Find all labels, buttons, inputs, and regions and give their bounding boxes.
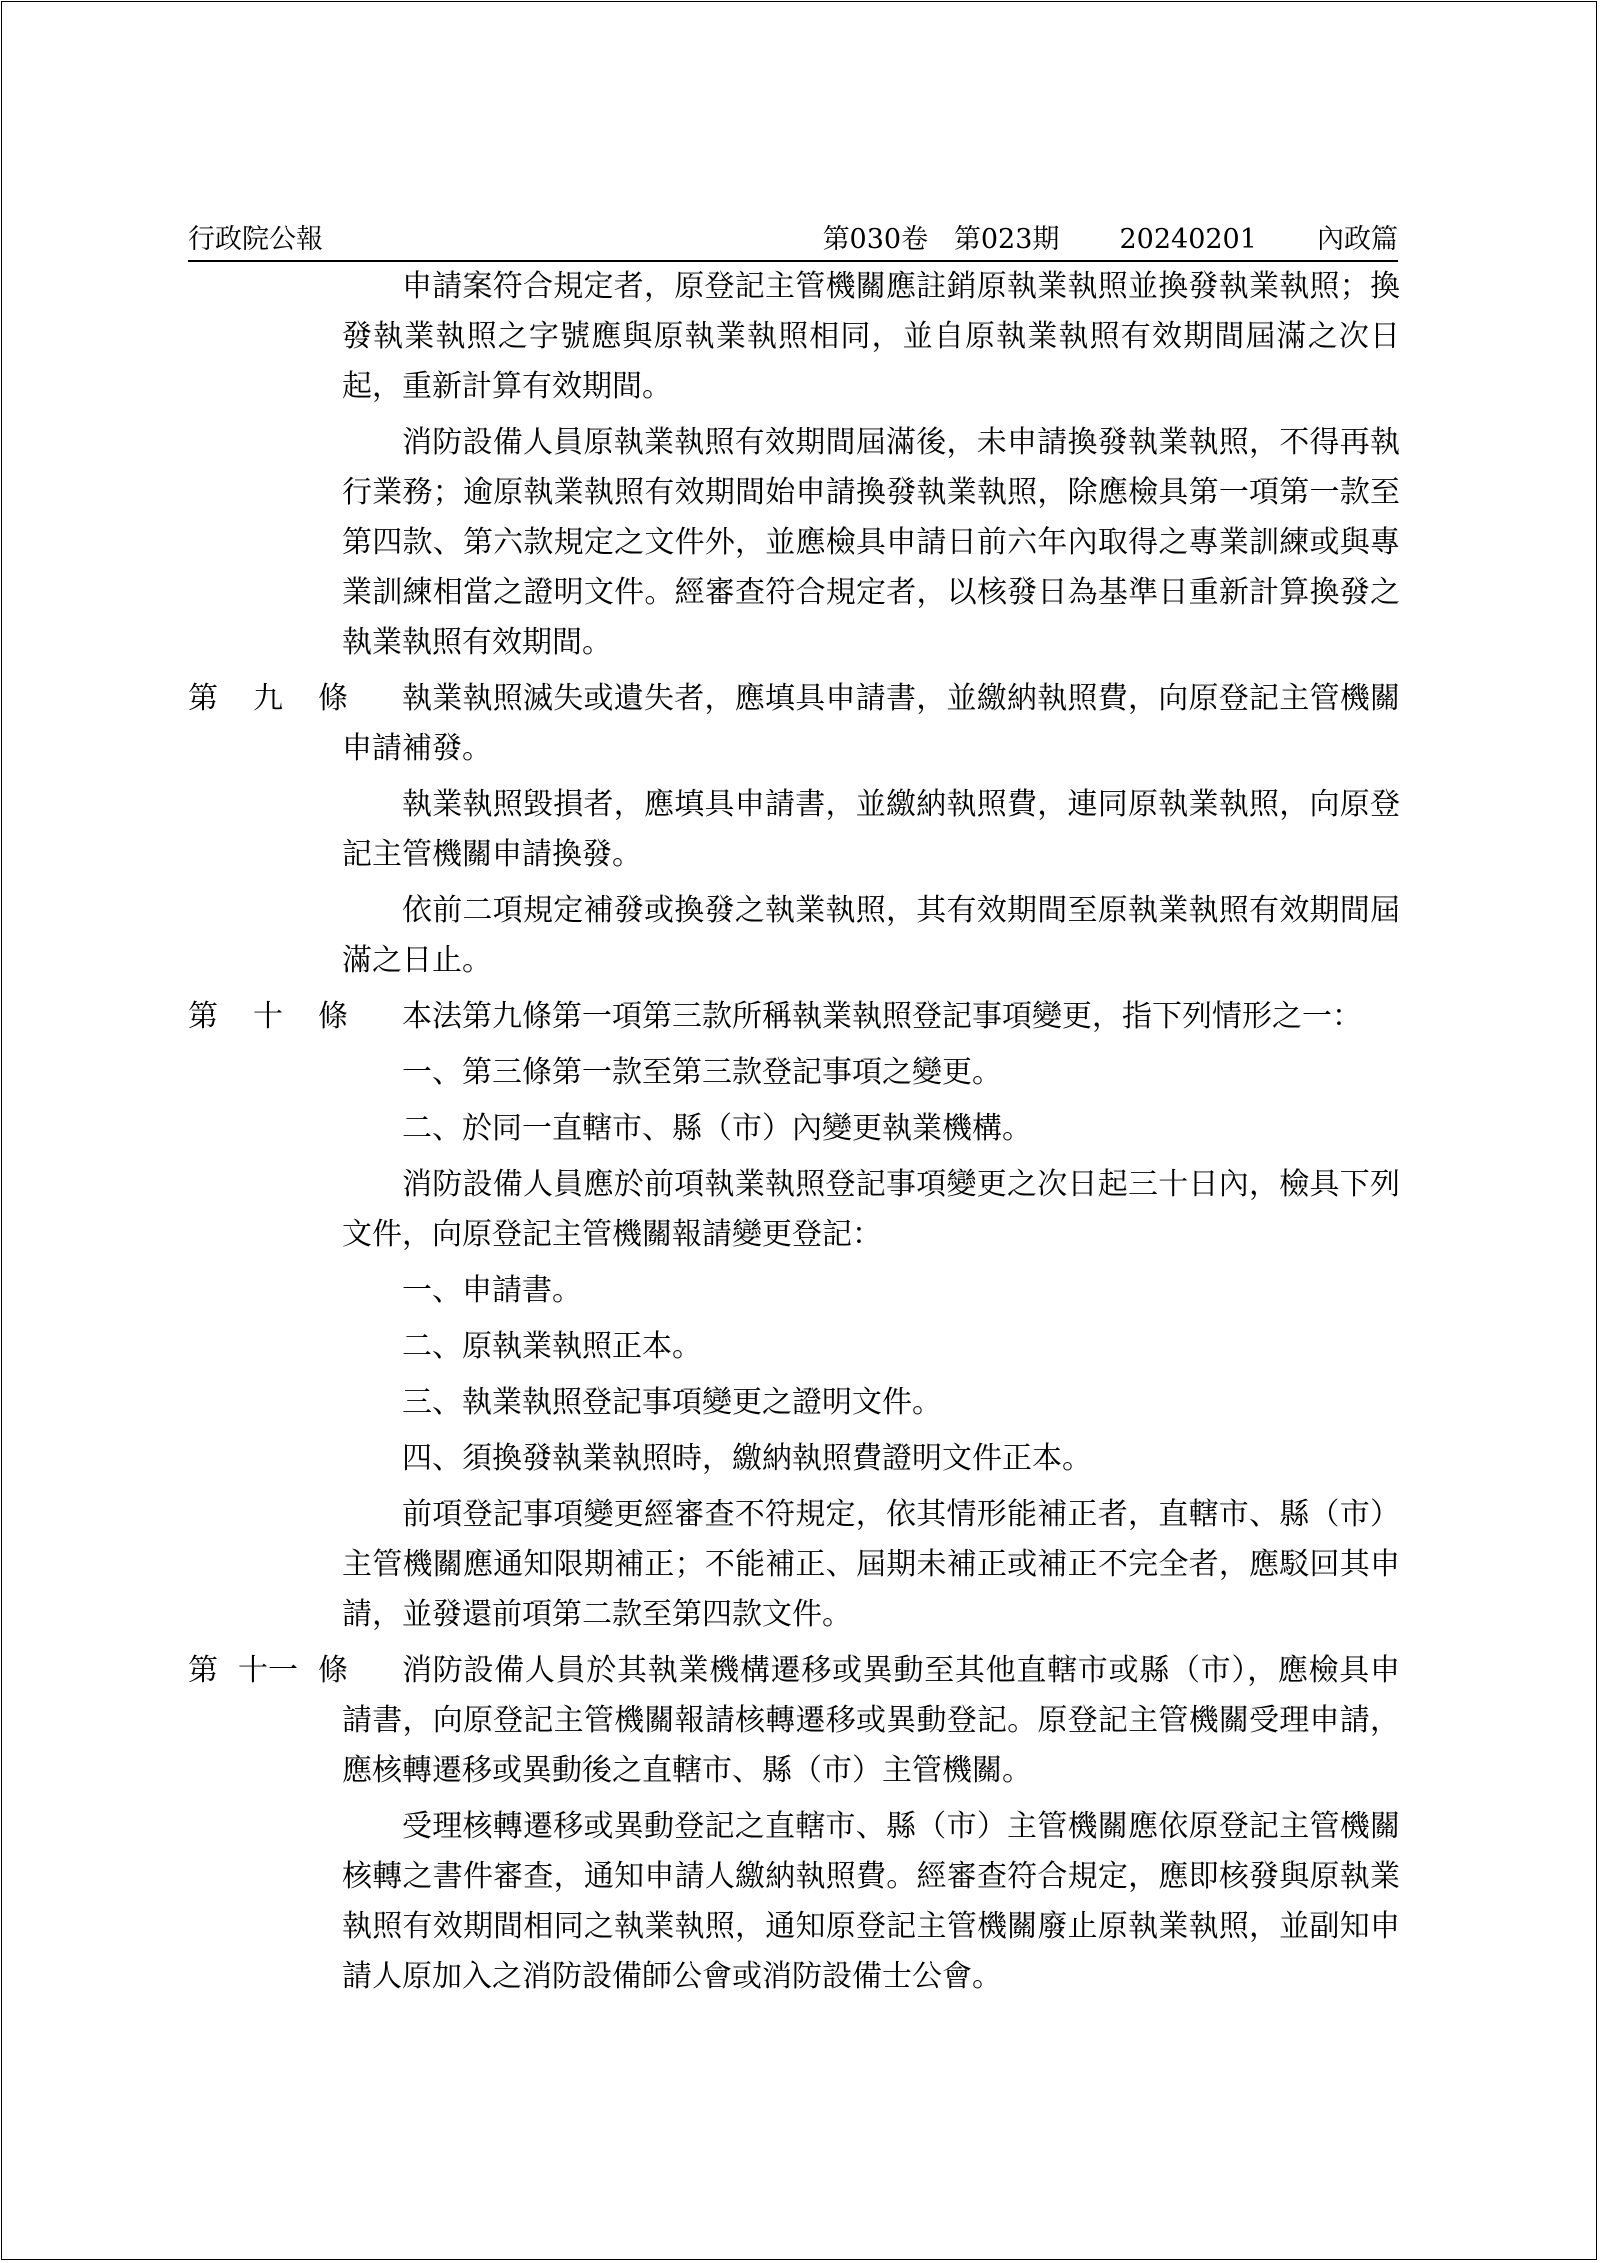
paragraph: 受理核轉遷移或異動登記之直轄市、縣（市）主管機關應依原登記主管機關核轉之書件審查，通知申請人繳納執照費。經審查符合規定，應即核發與原執業執照有效期間相同之執業執照，通知原登記主管機關廢止原執業執照，並副知申請人原加入之消防設備師公會或消防設備士公會。 xyxy=(342,1809,1400,1994)
list-item: 四、須換發執業執照時，繳納執照費證明文件正本。 xyxy=(402,1441,1092,1476)
article-text: 本法第九條第一項第三款所稱執業執照登記事項變更，指下列情形之一： xyxy=(402,999,1362,1034)
paragraph: 前項登記事項變更經審查不符規定，依其情形能補正者，直轄市、縣（市）主管機關應通知限期補正；不能補正、屆期未補正或補正不完全者，應駁回其申請，並發還前項第二款至第四款文件。 xyxy=(342,1497,1400,1632)
volume-number: 第030卷 xyxy=(822,224,929,255)
article-label: 第 十一 條 xyxy=(188,1653,348,1688)
section-name: 內政篇 xyxy=(1317,224,1398,255)
article-9 xyxy=(188,674,1400,774)
article-label: 第 九 條 xyxy=(188,681,348,716)
publication-title: 行政院公報 xyxy=(188,224,323,255)
issue-number: 第023期 xyxy=(953,224,1060,255)
list-item: 三、執業執照登記事項變更之證明文件。 xyxy=(402,1385,942,1420)
paragraph: 執業執照毀損者，應填具申請書，並繳納執照費，連同原執業執照，向原登記主管機關申請換發。 xyxy=(342,787,1400,872)
article-label: 第 十 條 xyxy=(188,999,348,1034)
paragraph: 依前二項規定補發或換發之執業執照，其有效期間至原執業執照有效期間屆滿之日止。 xyxy=(342,893,1400,978)
paragraph: 消防設備人員原執業執照有效期間屆滿後，未申請換發執業執照，不得再執行業務；逾原執業執照有效期間始申請換發執業執照，除應檢具第一項第一款至第四款、第六款規定之文件外，並應檢具申請日前六年內取得之專業訓練或與專業訓練相當之證明文件。經審查符合規定者，以核發日為基準日重新計算換發之執業執照有效期間。 xyxy=(342,425,1400,660)
document-body xyxy=(188,262,1400,2008)
list-item: 二、原執業執照正本。 xyxy=(402,1329,702,1364)
article-10 xyxy=(188,992,1400,1042)
article-text: 消防設備人員於其執業機構遷移或異動至其他直轄市或縣（市），應檢具申請書，向原登記主管機關報請核轉遷移或異動登記。原登記主管機關受理申請，應核轉遷移或異動後之直轄市、縣（市）主管機關。 xyxy=(342,1653,1400,1788)
header-meta xyxy=(823,220,1398,260)
list-item: 一、申請書。 xyxy=(402,1273,582,1308)
list-item: 二、於同一直轄市、縣（市）內變更執業機構。 xyxy=(402,1111,1032,1146)
list-item: 一、第三條第一款至第三款登記事項之變更。 xyxy=(402,1055,1002,1090)
paragraph: 申請案符合規定者，原登記主管機關應註銷原執業執照並換發執業執照；換發執業執照之字號應與原執業執照相同，並自原執業執照有效期間屆滿之次日起，重新計算有效期間。 xyxy=(342,269,1400,404)
publication-date: 20240201 xyxy=(1119,224,1257,255)
paragraph: 消防設備人員應於前項執業執照登記事項變更之次日起三十日內，檢具下列文件，向原登記主管機關報請變更登記： xyxy=(342,1167,1400,1252)
article-11 xyxy=(188,1646,1400,1796)
page-header xyxy=(188,220,1398,262)
article-text: 執業執照滅失或遺失者，應填具申請書，並繳納執照費，向原登記主管機關申請補發。 xyxy=(342,681,1400,766)
